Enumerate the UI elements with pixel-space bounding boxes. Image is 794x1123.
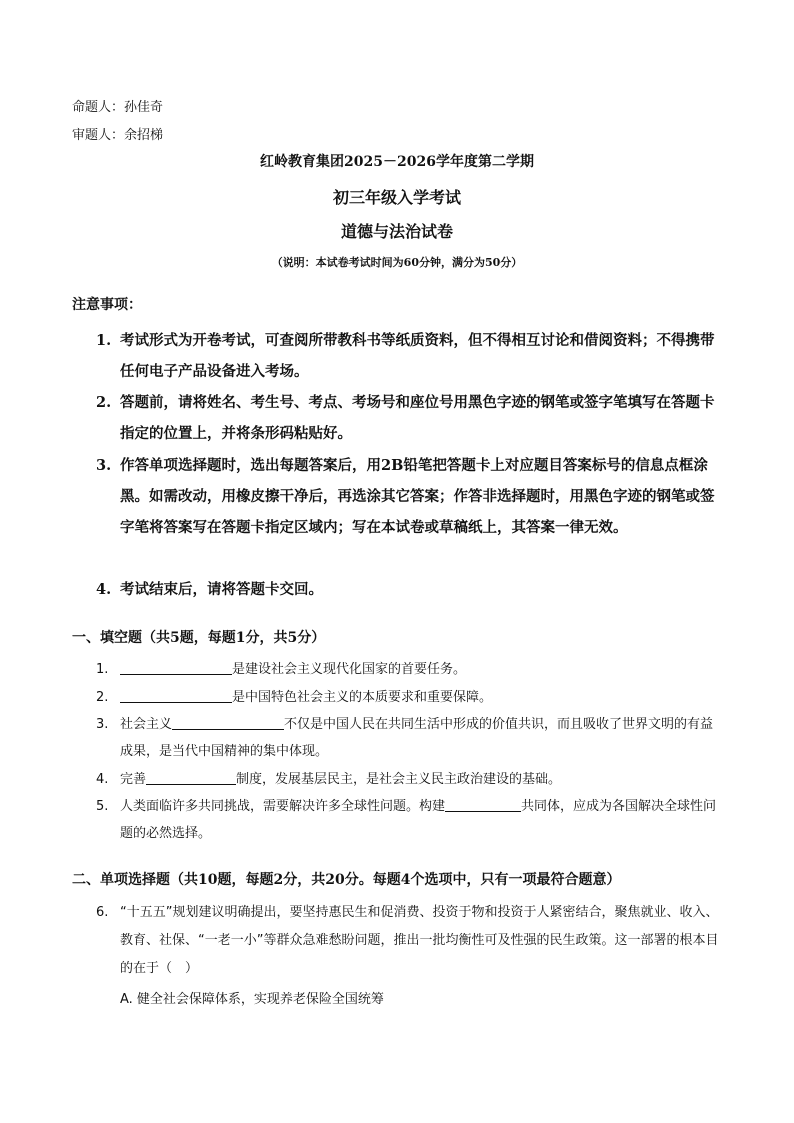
question-text: “十五五”规划建议明确提出，要坚持惠民生和促消费、投资于物和投资于人紧密结合，聚焦就业、收入、教育、社保、“一老一小”等群众急难愁盼问题，推出一批均衡性可及性强的民生政策。这一部署的根本目的在于（ ） [120,905,719,976]
fill-question [96,766,721,793]
answer-blank [146,769,236,785]
answer-blank [120,659,232,675]
exam-subject: 道德与法治试卷 [340,222,453,241]
author-line: 命题人：孙佳奇 [72,100,164,115]
notice-item [96,325,721,387]
answer-blank [120,687,232,703]
fill-question [96,793,721,847]
fill-question [96,656,721,683]
notice-item-text: 答题前，请将姓名、考生号、考点、考场号和座位号用黑色字迹的钢笔或签字笔填写在答题卡指定的位置上，并将条形码粘贴好。 [120,394,715,442]
notice-item-number: 3. [96,457,112,474]
answer-blank [172,714,284,730]
question-text-pre: 完善 [120,772,147,787]
question-number: 2. [96,690,109,705]
exam-grade: 初三年级入学考试 [332,188,461,207]
notice-item-number: 1. [96,332,112,349]
exam-school-term: 红岭教育集团2025－2026学年度第二学期 [260,154,534,170]
notice-item [96,450,721,543]
fill-question [96,711,721,765]
question-number: 4. [96,772,109,787]
question-text-pre: 社会主义 [120,717,173,732]
notice-item-text: 作答单项选择题时，选出每题答案后，用2B铅笔把答题卡上对应题目答案标号的信息点框涂黑。如需改动，用橡皮擦干净后，再选涂其它答案；作答非选择题时，用黑色字迹的钢笔或签字笔将答案写在答题卡指定区域内；写在本试卷或草稿纸上，其答案一律无效。 [120,457,715,536]
question-text-post: 不仅是中国人民在共同生活中形成的价值共识，而且吸收了世界文明的有益成果，是当代中国精神的集中体现。 [120,717,714,759]
notice-item-text: 考试形式为开卷考试，可查阅所带教科书等纸质资料，但不得相互讨论和借阅资料；不得携带任何电子产品设备进入考场。 [120,332,715,380]
section1-heading: 一、填空题（共5题，每题1分，共5分） [72,630,326,646]
notice-item-text: 考试结束后，请将答题卡交回。 [120,581,323,598]
reviewer-line: 审题人：余招梯 [72,128,164,143]
fill-question [96,684,721,711]
notice-item-number: 4. [96,581,112,598]
notice-item [96,387,721,449]
question-number: 3. [96,717,109,732]
notice-item [96,574,721,605]
exam-note: （说明：本试卷考试时间为60分钟，满分为50分） [271,256,523,269]
section2-heading: 二、单项选择题（共10题，每题2分，共20分。每题4个选项中，只有一项最符合题意） [72,872,621,888]
question-text-post: 共同体，应成为各国解决全球性问题的必然选择。 [120,799,717,841]
answer-blank [445,796,521,812]
option-a: A. 健全社会保障体系，实现养老保险全国统筹 [120,992,384,1007]
question-text-pre: 人类面临许多共同挑战，需要解决许多全球性问题。构建 [120,799,446,814]
question-number: 6. [96,905,109,920]
question-text-post: 是建设社会主义现代化国家的首要任务。 [232,662,467,677]
notice-heading: 注意事项： [72,297,142,313]
notice-item-number: 2. [96,394,112,411]
choice-question [96,899,721,983]
question-text-post: 制度，发展基层民主，是社会主义民主政治建设的基础。 [236,772,562,787]
question-number: 1. [96,662,109,677]
question-number: 5. [96,799,109,814]
question-text-post: 是中国特色社会主义的本质要求和重要保障。 [232,690,493,705]
